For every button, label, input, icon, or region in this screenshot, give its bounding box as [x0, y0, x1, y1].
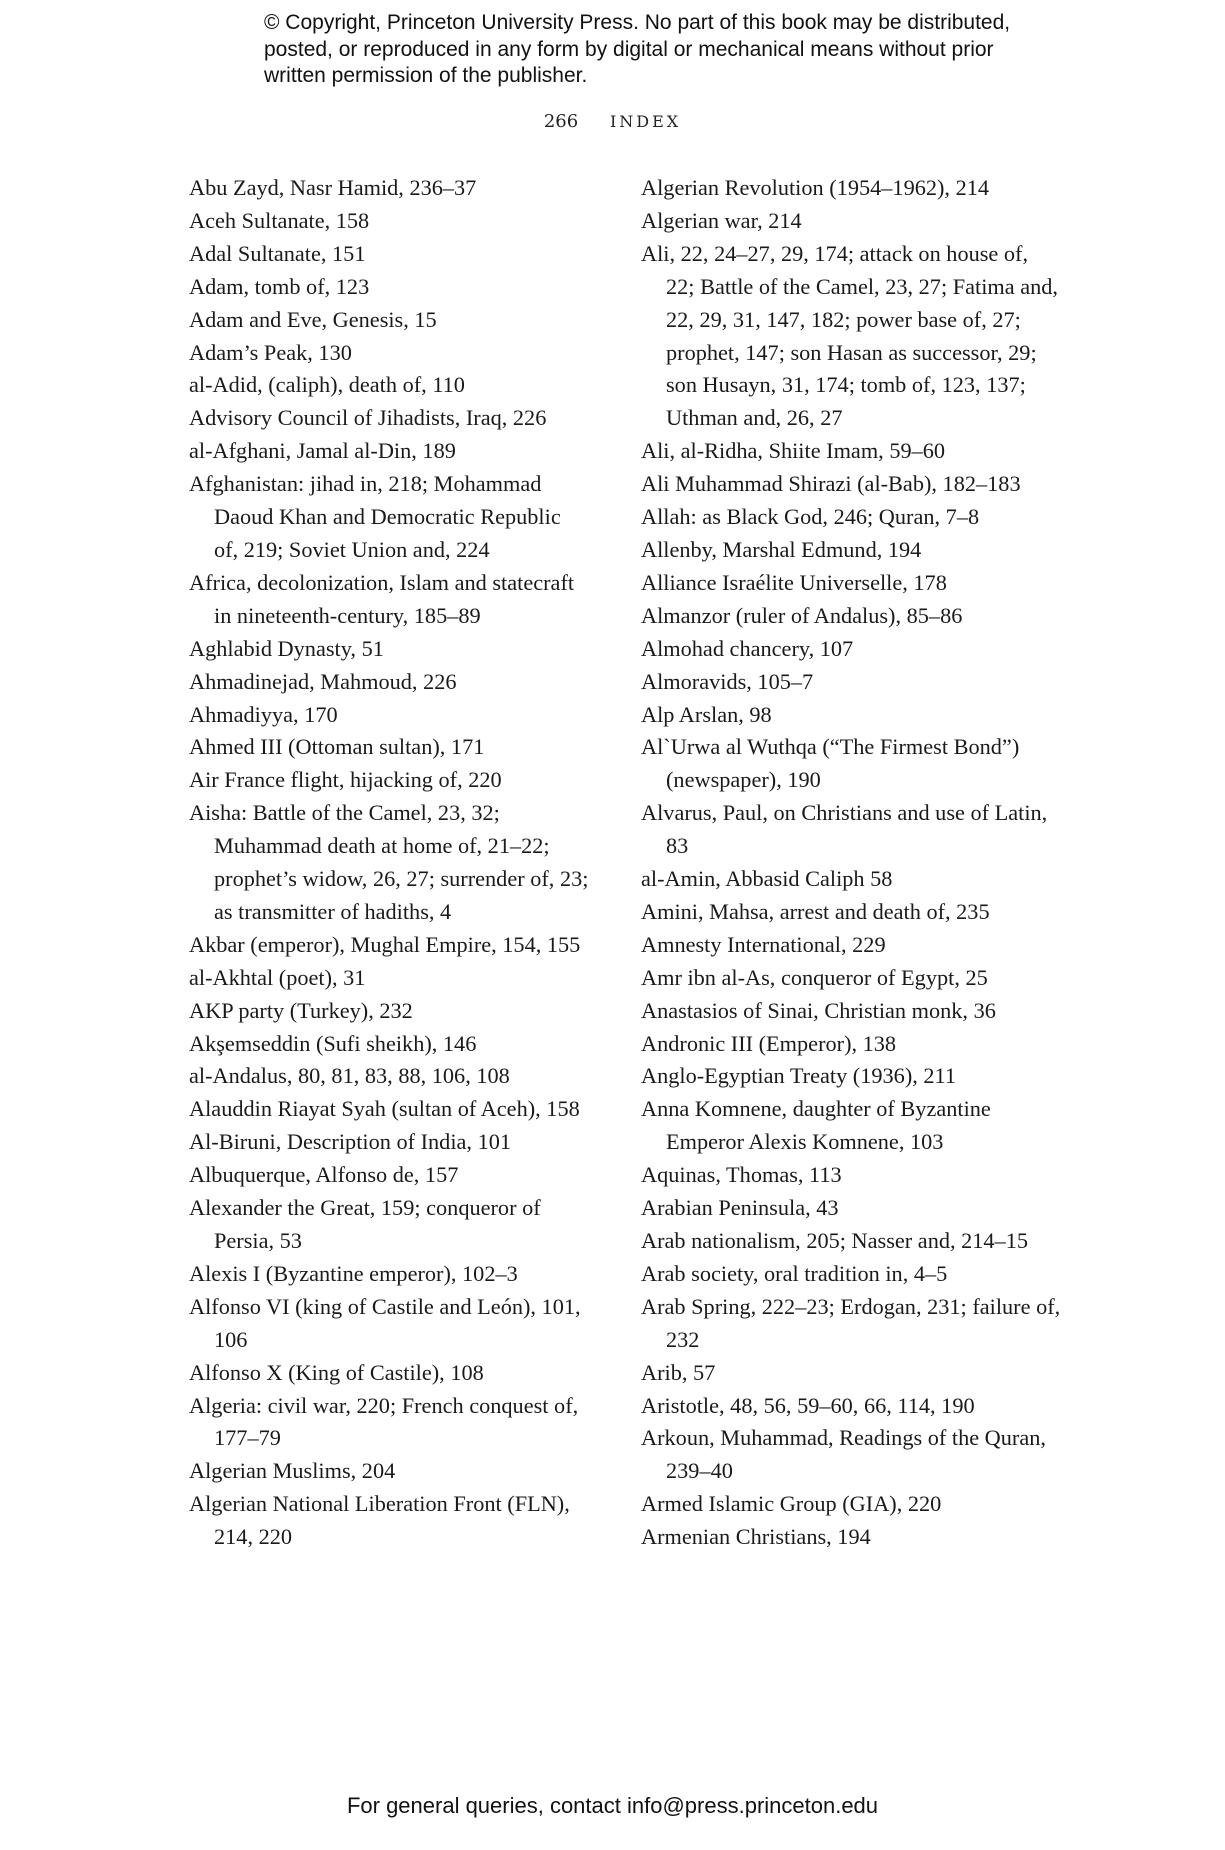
index-entry: Akbar (emperor), Mughal Empire, 154, 155 [189, 931, 581, 957]
index-entry: Advisory Council of Jihadists, Iraq, 226 [189, 405, 547, 431]
index-entry: Alliance Israélite Universelle, 178 [641, 569, 947, 595]
index-entry: Almohad chancery, 107 [641, 635, 854, 661]
index-entry: Aisha: Battle of the Camel, 23, 32; Muhammad death at home of, 21–22; prophet’s widow, 26, 27; surrender of, 23; as transmitter of hadiths, 4 [189, 800, 589, 924]
index-entry: al-Afghani, Jamal al-Din, 189 [189, 438, 456, 464]
index-entry: Armed Islamic Group (GIA), 220 [641, 1491, 942, 1517]
copyright-notice: © Copyright, Princeton University Press. No part of this book may be distributed, posted, or reproduced in any form by digital or mechanical means without prior written permission of the publisher. [264, 11, 1011, 87]
index-entry: Al`Urwa al Wuthqa (“The Firmest Bond”) (newspaper), 190 [641, 734, 1020, 793]
index-entry: Adam’s Peak, 130 [189, 339, 352, 365]
index-entry: Almanzor (ruler of Andalus), 85–86 [641, 602, 963, 628]
index-entry: Algerian National Liberation Front (FLN), 214, 220 [189, 1491, 570, 1550]
index-entry: al-Akhtal (poet), 31 [189, 964, 366, 990]
index-entry: Andronic III (Emperor), 138 [641, 1030, 897, 1056]
index-entry: Algerian Muslims, 204 [189, 1458, 396, 1484]
index-entry: Allah: as Black God, 246; Quran, 7–8 [641, 504, 980, 530]
index-entry: Anglo-Egyptian Treaty (1936), 211 [641, 1063, 957, 1089]
index-entry: Air France flight, hijacking of, 220 [189, 767, 502, 793]
index-entry: Arab society, oral tradition in, 4–5 [641, 1260, 948, 1286]
index-entry: Alexis I (Byzantine emperor), 102–3 [189, 1260, 518, 1286]
index-entry: al-Adid, (caliph), death of, 110 [189, 372, 465, 398]
index-entry: Arabian Peninsula, 43 [641, 1195, 839, 1221]
section-title: INDEX [609, 112, 682, 131]
index-entry: Ali, al-Ridha, Shiite Imam, 59–60 [641, 438, 946, 464]
index-entry: Algeria: civil war, 220; French conquest of, 177–79 [189, 1392, 579, 1451]
index-entry: Afghanistan: jihad in, 218; Mohammad Daoud Khan and Democratic Republic of, 219; Soviet Union and, 224 [189, 471, 561, 562]
running-head [0, 111, 1225, 132]
index-entry: Adam and Eve, Genesis, 15 [189, 306, 437, 332]
index-entry: al-Andalus, 80, 81, 83, 88, 106, 108 [189, 1063, 510, 1089]
index-entry: Alexander the Great, 159; conqueror of Persia, 53 [189, 1195, 541, 1253]
index-entry: Alvarus, Paul, on Christians and use of Latin, 83 [641, 800, 1048, 859]
index-entry: Ahmadiyya, 170 [189, 701, 338, 727]
index-entry: Arib, 57 [641, 1359, 716, 1385]
index-entry: Amr ibn al-As, conqueror of Egypt, 25 [641, 964, 988, 990]
index-entry: Alp Arslan, 98 [641, 701, 772, 727]
index-entry: Allenby, Marshal Edmund, 194 [641, 536, 922, 562]
index-entry: al-Amin, Abbasid Caliph 58 [641, 866, 893, 892]
index-entry: Africa, decolonization, Islam and statecraft in nineteenth-century, 185–89 [189, 569, 575, 628]
index-entry: Albuquerque, Alfonso de, 157 [189, 1162, 459, 1188]
index-entry: Amnesty International, 229 [641, 931, 886, 957]
index-column-left [189, 172, 589, 1554]
index-column-right [641, 172, 1061, 1554]
index-entry: Algerian Revolution (1954–1962), 214 [641, 175, 990, 200]
index-entry: Ali, 22, 24–27, 29, 174; attack on house of, 22; Battle of the Camel, 23, 27; Fatima and, 22, 29, 31, 147, 182; power base of, 27; prophet, 147; son Hasan as successor, 29; son Husayn, 31, 174; tomb of, 123, 137; Uthman and, 26, 27 [641, 240, 1058, 431]
index-entry: Aquinas, Thomas, 113 [641, 1162, 842, 1188]
index-entry: Alauddin Riayat Syah (sultan of Aceh), 158 [189, 1096, 580, 1122]
footer-contact: For general queries, contact info@press.princeton.edu [346, 1793, 879, 1818]
page-number: 266 [543, 111, 579, 132]
index-entry: AKP party (Turkey), 232 [189, 997, 413, 1023]
index-entry: Algerian war, 214 [641, 207, 802, 233]
index-entry: Alfonso X (King of Castile), 108 [189, 1359, 484, 1385]
index-entry: Amini, Mahsa, arrest and death of, 235 [641, 898, 990, 924]
index-entry: Anna Komnene, daughter of Byzantine Emperor Alexis Komnene, 103 [641, 1096, 991, 1155]
index-entry: Arab nationalism, 205; Nasser and, 214–15 [641, 1228, 1029, 1253]
index-entry: Anastasios of Sinai, Christian monk, 36 [641, 997, 996, 1023]
index-entry: Arkoun, Muhammad, Readings of the Quran, 239–40 [641, 1425, 1046, 1484]
index-entry: Akşemseddin (Sufi sheikh), 146 [189, 1030, 477, 1056]
index-entry: Ahmed III (Ottoman sultan), 171 [189, 734, 485, 760]
index-entry: Adam, tomb of, 123 [189, 273, 370, 299]
index-entry: Alfonso VI (king of Castile and León), 101, 106 [189, 1293, 581, 1352]
index-entry: Al-Biruni, Description of India, 101 [189, 1129, 512, 1155]
index-entry: Ahmadinejad, Mahmoud, 226 [189, 668, 457, 694]
index-entry: Almoravids, 105–7 [641, 668, 814, 694]
index-entry: Armenian Christians, 194 [641, 1524, 871, 1550]
index-entry: Aceh Sultanate, 158 [189, 207, 370, 233]
index-entry: Arab Spring, 222–23; Erdogan, 231; failure of, 232 [641, 1293, 1061, 1352]
index-entry: Aghlabid Dynasty, 51 [189, 635, 384, 661]
index-entry: Aristotle, 48, 56, 59–60, 66, 114, 190 [641, 1392, 975, 1418]
index-entry: Adal Sultanate, 151 [189, 240, 366, 266]
index-entry: Abu Zayd, Nasr Hamid, 236–37 [189, 175, 477, 200]
index-entry: Ali Muhammad Shirazi (al-Bab), 182–183 [641, 471, 1021, 497]
